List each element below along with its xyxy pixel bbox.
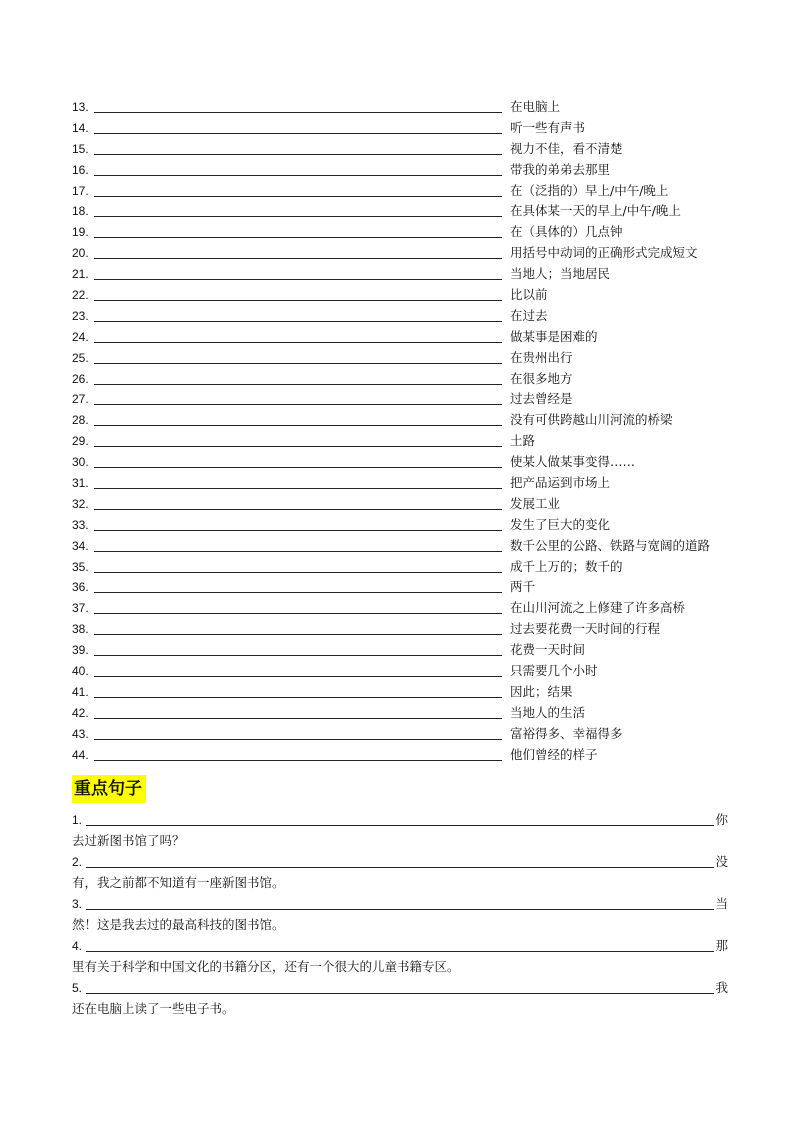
vocab-number: 32. (72, 496, 89, 511)
answer-blank[interactable] (94, 530, 502, 531)
vocab-number: 33. (72, 517, 89, 532)
sentence-row (72, 978, 728, 1020)
answer-blank[interactable] (94, 676, 502, 677)
vocab-meaning: 在电脑上 (510, 99, 561, 114)
vocab-row (72, 97, 732, 118)
vocab-number: 18. (72, 204, 89, 219)
vocab-meaning: 发生了巨大的变化 (510, 516, 611, 532)
vocab-row (72, 243, 732, 264)
vocab-row (72, 661, 732, 682)
sentence-row (72, 810, 728, 852)
answer-blank[interactable] (94, 551, 502, 552)
vocab-meaning: 做某事是困难的 (510, 328, 598, 344)
vocab-number: 17. (72, 183, 89, 198)
vocab-meaning: 土路 (510, 433, 536, 449)
vocab-meaning: 在山川河流之上修建了许多高桥 (510, 600, 686, 616)
vocab-row (72, 745, 732, 766)
answer-blank[interactable] (94, 697, 502, 698)
answer-blank[interactable] (86, 909, 714, 910)
vocab-number: 16. (72, 162, 89, 177)
vocab-meaning: 用括号中动词的正确形式完成短文 (510, 245, 698, 261)
vocab-row (72, 577, 732, 598)
answer-blank[interactable] (94, 760, 502, 761)
vocab-number: 35. (72, 559, 89, 574)
answer-blank[interactable] (94, 634, 502, 635)
answer-blank[interactable] (94, 258, 502, 259)
vocab-row (72, 473, 732, 494)
vocab-row (72, 264, 732, 285)
vocab-row (72, 389, 732, 410)
vocab-row (72, 181, 732, 202)
vocab-number: 43. (72, 726, 89, 741)
vocab-meaning: 在（具体的）几点钟 (510, 224, 623, 240)
vocab-number: 15. (72, 141, 89, 156)
vocab-meaning: 他们曾经的样子 (510, 746, 598, 762)
answer-blank[interactable] (94, 446, 502, 447)
section-title: 重点句子 (72, 775, 146, 803)
vocab-row (72, 160, 732, 181)
vocab-number: 37. (72, 601, 89, 616)
sentence-row (72, 894, 728, 936)
vocab-row (72, 410, 732, 431)
vocab-number: 30. (72, 455, 89, 470)
vocab-number: 19. (72, 225, 89, 240)
vocab-number: 24. (72, 329, 89, 344)
vocab-number: 21. (72, 267, 89, 282)
answer-blank[interactable] (94, 216, 502, 217)
vocab-number: 34. (72, 538, 89, 553)
vocab-row (72, 306, 732, 327)
vocab-meaning: 过去曾经是 (510, 391, 573, 407)
sentence-first-char: 你 (715, 812, 728, 827)
vocab-meaning: 把产品运到市场上 (510, 475, 611, 491)
vocab-number: 20. (72, 246, 89, 261)
vocab-number: 42. (72, 705, 89, 720)
vocab-meaning: 在很多地方 (510, 370, 573, 386)
vocab-meaning: 在（泛指的）早上/中午/晚上 (510, 182, 669, 198)
sentence-continuation: 里有关于科学和中国文化的书籍分区，还有一个很大的儿童书籍专区。 (72, 959, 460, 974)
vocab-row (72, 348, 732, 369)
answer-blank[interactable] (94, 300, 502, 301)
answer-blank[interactable] (94, 404, 502, 405)
answer-blank[interactable] (94, 133, 502, 134)
sentence-number: 1. (72, 813, 83, 827)
vocab-number: 36. (72, 580, 89, 595)
vocab-row (72, 327, 732, 348)
sentence-first-char: 我 (715, 980, 728, 995)
vocab-row (72, 139, 732, 160)
vocab-number: 44. (72, 747, 89, 762)
vocab-meaning: 只需要几个小时 (510, 663, 598, 679)
vocab-meaning: 成千上万的；数千的 (510, 558, 623, 574)
vocab-row (72, 557, 732, 578)
vocab-meaning: 过去要花费一天时间的行程 (510, 621, 661, 637)
answer-blank[interactable] (94, 279, 502, 280)
answer-blank[interactable] (94, 112, 502, 113)
vocab-row (72, 222, 732, 243)
sentence-continuation: 还在电脑上读了一些电子书。 (72, 1001, 235, 1016)
answer-blank[interactable] (94, 739, 502, 740)
vocab-row (72, 536, 732, 557)
sentence-number: 2. (72, 855, 83, 869)
answer-blank[interactable] (94, 175, 502, 176)
answer-blank[interactable] (94, 384, 502, 385)
answer-blank[interactable] (94, 655, 502, 656)
vocab-meaning: 当地人的生活 (510, 704, 586, 720)
answer-blank[interactable] (86, 951, 714, 952)
vocab-meaning: 在过去 (510, 307, 548, 323)
vocab-meaning: 富裕得多、幸福得多 (510, 725, 623, 741)
answer-blank[interactable] (94, 488, 502, 489)
answer-blank[interactable] (94, 509, 502, 510)
vocab-row (72, 703, 732, 724)
vocab-meaning: 两千 (510, 579, 536, 595)
vocab-meaning: 花费一天时间 (510, 642, 586, 658)
vocab-number: 13. (72, 100, 89, 114)
vocab-meaning: 听一些有声书 (510, 119, 586, 135)
vocab-row (72, 285, 732, 306)
answer-blank[interactable] (94, 321, 502, 322)
vocab-row (72, 682, 732, 703)
sentence-continuation: 去过新图书馆了吗？ (72, 833, 185, 848)
answer-blank[interactable] (94, 467, 502, 468)
vocab-row (72, 640, 732, 661)
vocab-row (72, 619, 732, 640)
vocab-row (72, 369, 732, 390)
answer-blank[interactable] (94, 342, 502, 343)
vocab-meaning: 视力不佳，看不清楚 (510, 140, 623, 156)
answer-blank[interactable] (94, 613, 502, 614)
vocab-number: 25. (72, 350, 89, 365)
sentence-number: 5. (72, 981, 83, 995)
vocab-meaning: 在贵州出行 (510, 349, 573, 365)
vocab-list (72, 97, 732, 766)
vocab-number: 27. (72, 392, 89, 407)
vocab-meaning: 带我的弟弟去那里 (510, 161, 611, 177)
vocab-row (72, 201, 732, 222)
vocab-number: 14. (72, 120, 89, 135)
answer-blank[interactable] (86, 993, 714, 994)
vocab-meaning: 比以前 (510, 287, 548, 303)
vocab-number: 22. (72, 288, 89, 303)
sentence-row (72, 936, 728, 978)
vocab-meaning: 发展工业 (510, 495, 561, 511)
vocab-row (72, 494, 732, 515)
sentence-first-char: 当 (715, 896, 728, 911)
answer-blank[interactable] (94, 196, 502, 197)
answer-blank[interactable] (86, 867, 714, 868)
sentence-list (72, 810, 728, 1020)
vocab-row (72, 431, 732, 452)
vocab-row (72, 118, 732, 139)
answer-blank[interactable] (94, 363, 502, 364)
answer-blank[interactable] (86, 825, 714, 826)
vocab-number: 29. (72, 434, 89, 449)
vocab-row (72, 515, 732, 536)
vocab-row (72, 724, 732, 745)
vocab-number: 31. (72, 476, 89, 491)
vocab-row (72, 598, 732, 619)
vocab-meaning: 使某人做某事变得…… (510, 454, 636, 470)
vocab-meaning: 在具体某一天的早上/中午/晚上 (510, 203, 681, 219)
sentence-continuation: 然！这是我去过的最高科技的图书馆。 (72, 917, 285, 932)
sentence-number: 3. (72, 897, 83, 911)
vocab-meaning: 因此；结果 (510, 683, 573, 699)
sentence-row (72, 852, 728, 894)
answer-blank[interactable] (94, 592, 502, 593)
vocab-number: 28. (72, 413, 89, 428)
vocab-number: 23. (72, 308, 89, 323)
answer-blank[interactable] (94, 572, 502, 573)
answer-blank[interactable] (94, 154, 502, 155)
answer-blank[interactable] (94, 425, 502, 426)
vocab-number: 39. (72, 643, 89, 658)
answer-blank[interactable] (94, 237, 502, 238)
vocab-number: 40. (72, 664, 89, 679)
sentence-number: 4. (72, 939, 83, 953)
vocab-meaning: 当地人；当地居民 (510, 266, 611, 282)
answer-blank[interactable] (94, 718, 502, 719)
vocab-meaning: 没有可供跨越山川河流的桥梁 (510, 412, 673, 428)
sentence-continuation: 有，我之前都不知道有一座新图书馆。 (72, 875, 285, 890)
vocab-number: 38. (72, 622, 89, 637)
vocab-number: 41. (72, 684, 89, 699)
vocab-number: 26. (72, 371, 89, 386)
sentence-first-char: 没 (715, 854, 728, 869)
sentence-first-char: 那 (715, 938, 728, 953)
vocab-row (72, 452, 732, 473)
vocab-meaning: 数千公里的公路、铁路与宽阔的道路 (510, 537, 711, 553)
